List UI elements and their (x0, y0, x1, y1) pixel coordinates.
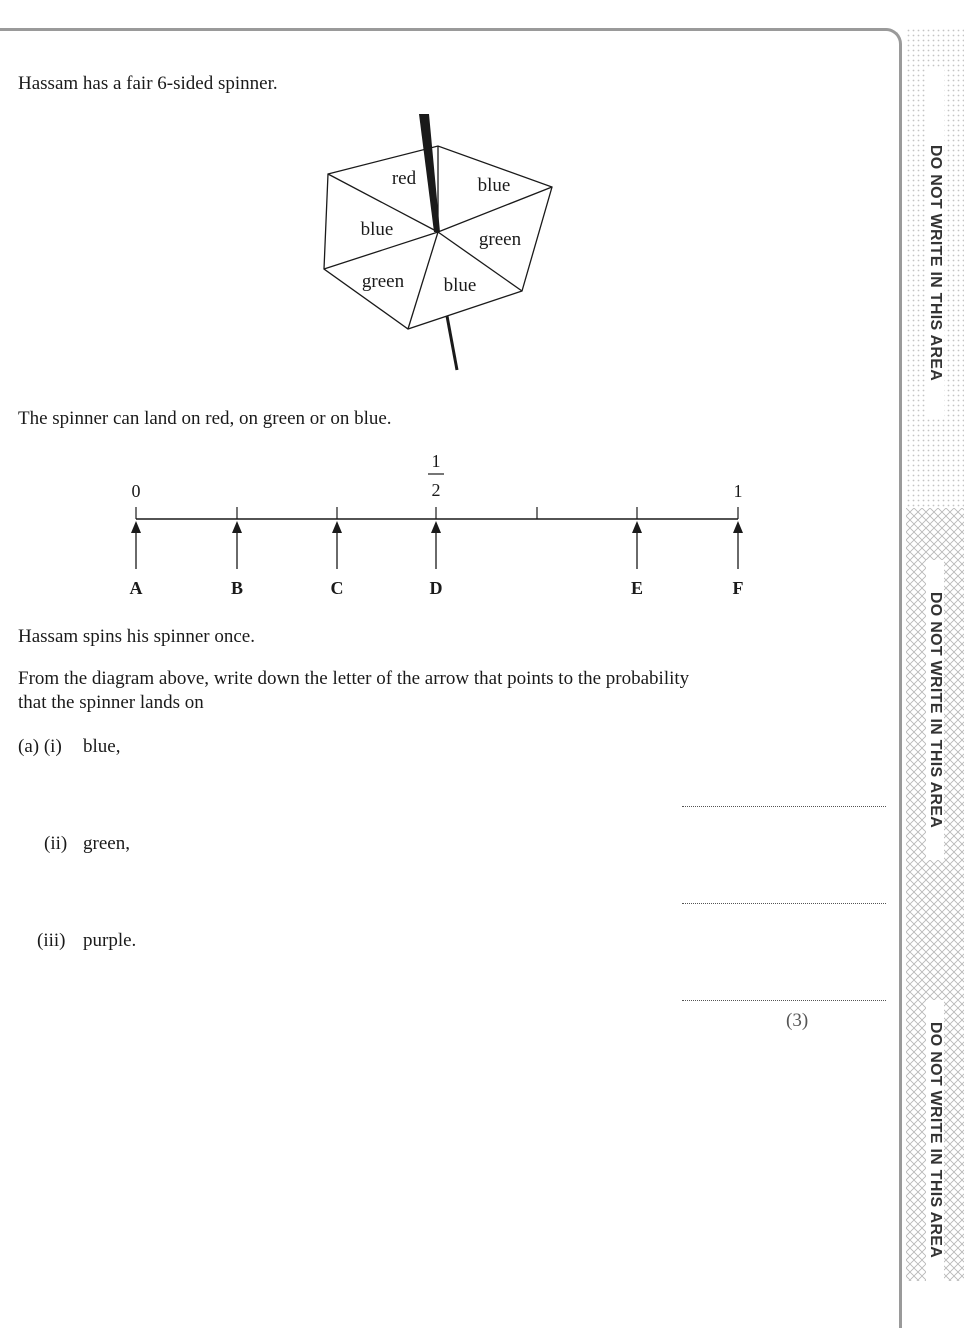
probability-number-line (100, 440, 780, 610)
arrow-e (631, 521, 643, 598)
sector-label: green (478, 229, 522, 250)
arrow-label: D (429, 578, 443, 598)
label-half-denominator: 2 (431, 480, 441, 500)
arrow-b (231, 521, 243, 598)
part-a-i-label: (a) (i) (18, 736, 62, 757)
answer-line-iii[interactable] (682, 1000, 886, 1001)
part-iii-text: purple. (83, 930, 137, 951)
do-not-write-label: DO NOT WRITE IN THIS AREA (927, 144, 944, 382)
question-intro: Hassam has a fair 6-sided spinner. (18, 73, 278, 94)
arrow-label: B (230, 578, 244, 598)
sector-label: blue (360, 219, 394, 240)
label-half-numerator: 1 (431, 451, 441, 471)
number-line-ticks (136, 507, 738, 519)
spinner-pointer-tail (447, 316, 457, 370)
instruction-line-2: that the spinner lands on (18, 692, 204, 713)
sector-label: red (391, 168, 417, 189)
arrow-label: A (129, 578, 143, 598)
part-a-i-text: blue, (83, 736, 121, 757)
answer-line-ii[interactable] (682, 903, 886, 904)
spinner-diagram (310, 108, 570, 378)
arrow-a (130, 521, 143, 598)
part-iii-label: (iii) (37, 930, 66, 951)
spinner-pointer (419, 114, 440, 232)
arrow-label: E (630, 578, 644, 598)
answer-line-a-i[interactable] (682, 806, 886, 807)
arrow-label: C (330, 578, 344, 598)
label-one: 1 (733, 481, 743, 501)
arrow-label: F (732, 578, 744, 598)
instruction-line-1: From the diagram above, write down the letter of the arrow that points to the probability (18, 668, 690, 689)
part-ii-label: (ii) (44, 833, 68, 854)
arrow-f (733, 521, 744, 598)
do-not-write-label: DO NOT WRITE IN THIS AREA (927, 1021, 944, 1259)
label-zero: 0 (131, 481, 141, 501)
part-ii-text: green, (83, 833, 130, 854)
sector-label: blue (477, 175, 511, 196)
arrow-d (430, 521, 443, 598)
spinner-statement: The spinner can land on red, on green or on blue. (18, 408, 392, 429)
arrow-c (331, 521, 344, 598)
do-not-write-label: DO NOT WRITE IN THIS AREA (927, 591, 944, 829)
sector-label: blue (443, 275, 477, 296)
spins-statement: Hassam spins his spinner once. (18, 626, 255, 647)
sector-label: green (361, 271, 405, 292)
do-not-write-margin (906, 28, 964, 1281)
marks-total: (3) (786, 1010, 809, 1031)
